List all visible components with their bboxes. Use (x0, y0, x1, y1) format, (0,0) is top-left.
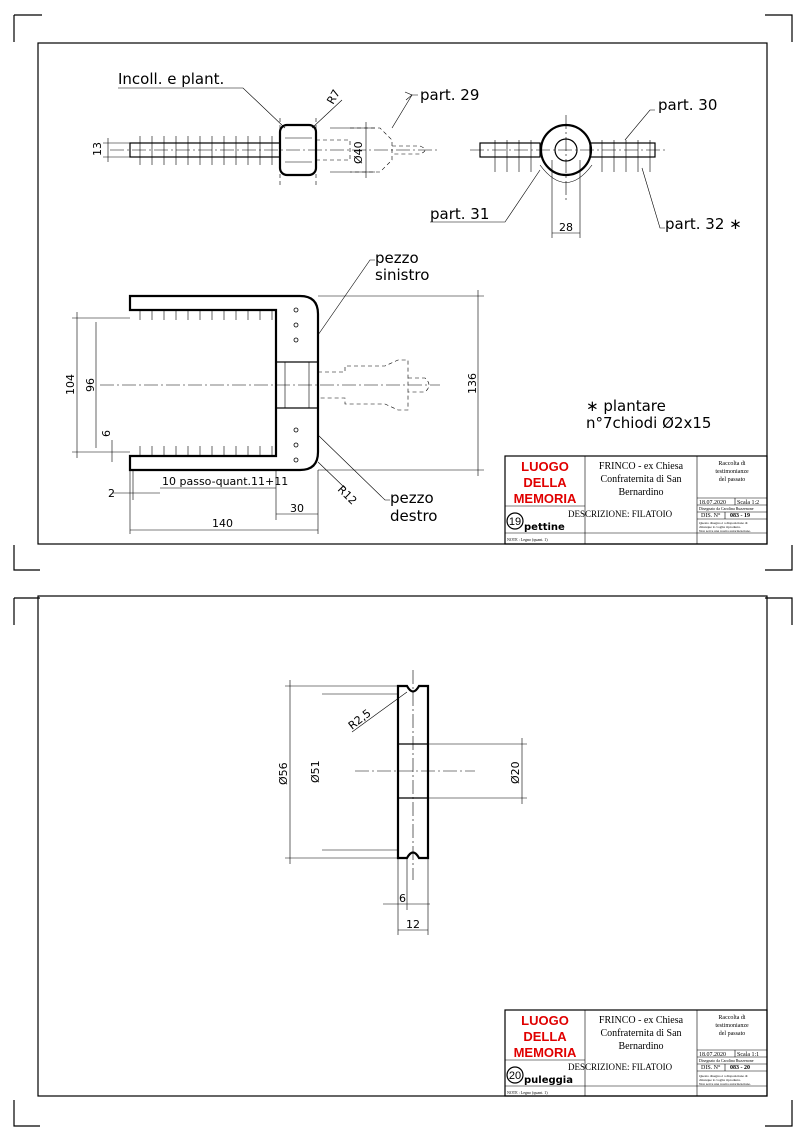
dim-20-text: Ø20 (509, 761, 522, 784)
dim-2-text: 2 (108, 487, 115, 500)
tb2-place-1: FRINCO - ex Chiesa (598, 1015, 684, 1026)
r7-leader (312, 100, 342, 128)
tb2-note-1: Questo disegno è a disposizione di (699, 1074, 748, 1078)
pulley-dims (285, 680, 527, 935)
tb1-place-3: Bernardino (618, 487, 664, 498)
tb1-scale: Scala 1:2 (737, 500, 760, 506)
part31-label: part. 31 (430, 205, 490, 223)
tb1-coll-3: del passato (718, 477, 746, 483)
tb2-logo-3: MEMORIA (513, 1045, 577, 1060)
r7-text: R7 (324, 87, 343, 107)
tb2-dis-value: 083 - 20 (730, 1065, 750, 1071)
tb1-logo-3: MEMORIA (513, 491, 577, 506)
dim-12-text: 12 (406, 918, 420, 931)
part29-leader (392, 95, 418, 128)
pezzo-sinistro-leader (318, 260, 375, 335)
part32-label: part. 32 ∗ (665, 215, 742, 233)
dim-96-text: 96 (84, 378, 97, 392)
tb2-scale: Scala 1:1 (737, 1052, 760, 1058)
tb2-part-name: puleggia (524, 1075, 573, 1086)
part30-leader (625, 110, 655, 140)
dim-56-text: Ø56 (277, 762, 290, 785)
tb2-logo-1: LUOGO (521, 1013, 569, 1028)
tb1-part-number: 19 (508, 516, 522, 528)
tb1-author: Disegnato da Carolina Ruzzenone (699, 506, 754, 511)
tb1-material: NOTE : Legno (quant. 1) (507, 537, 548, 542)
comb-side-view (110, 118, 440, 188)
tb1-dis-label: DIS. N° (701, 513, 721, 519)
tb1-date: 18.07.2020 (699, 500, 726, 506)
incoll-label: Incoll. e plant. (118, 70, 225, 88)
dim-r25-text: R2,5 (345, 706, 374, 733)
tb2-place-2: Confraternita di San (600, 1028, 682, 1039)
part32-leader (642, 168, 665, 228)
dim-136 (318, 290, 484, 476)
tb2-note-3: Non serve una nostra autorizzazione. (699, 1082, 751, 1086)
tb1-coll-2: testimonianze (715, 469, 749, 475)
crop-marks (14, 15, 792, 1126)
pulley-view (355, 670, 475, 880)
pezzo-destro-2: destro (390, 507, 438, 525)
tb1-note-3: Non serve una nostra autorizzazione. (699, 529, 751, 533)
r12-text: R12 (334, 482, 360, 508)
dim-28-text: 28 (559, 221, 573, 234)
pezzo-sinistro-2: sinistro (375, 266, 430, 284)
tb1-place-2: Confraternita di San (600, 474, 682, 485)
dim-6-text: 6 (100, 430, 113, 437)
tb1-part-name: pettine (524, 522, 565, 533)
part30-label: part. 30 (658, 96, 718, 114)
tb1-coll-1: Raccolta di (718, 461, 746, 467)
pezzo-destro-leader (318, 435, 390, 500)
pezzo-destro-1: pezzo (390, 489, 434, 507)
tb1-logo-1: LUOGO (521, 459, 569, 474)
dim-6b-text: 6 (399, 892, 406, 905)
dim-13-text: 13 (91, 142, 104, 156)
tb1-place-1: FRINCO - ex Chiesa (598, 461, 684, 472)
part29-label: part. 29 (420, 86, 480, 104)
dim-136-text: 136 (466, 373, 479, 394)
dim-140-text: 140 (212, 517, 233, 530)
tb1-description: DESCRIZIONE: FILATOIO (568, 509, 673, 519)
tb2-date: 18.07.2020 (699, 1052, 726, 1058)
spindle-top-view (470, 115, 665, 200)
tb1-logo-2: DELLA (523, 475, 567, 490)
incoll-leader (118, 88, 285, 128)
tb2-dis-label: DIS. N° (701, 1065, 721, 1071)
plantare-1: ∗ plantare (586, 397, 666, 415)
tb2-part-number: 20 (508, 1070, 522, 1082)
tb2-coll-1: Raccolta di (718, 1015, 746, 1021)
tb2-coll-2: testimonianze (715, 1023, 749, 1029)
comb-plan-view (100, 296, 440, 470)
dim-passo-text: 10 passo-quant.11+11 (162, 475, 289, 488)
dim-40-text: Ø40 (352, 141, 365, 164)
dim-2 (112, 470, 160, 500)
dim-51-text: Ø51 (309, 760, 322, 783)
tb1-note-1: Questo disegno è a disposizione di (699, 521, 748, 525)
tb1-dis-value: 083 - 19 (730, 513, 750, 519)
dim-30-text: 30 (290, 502, 304, 515)
tb2-author: Disegnato da Carolina Ruzzenone (699, 1058, 754, 1063)
pezzo-sinistro-1: pezzo (375, 249, 419, 267)
r12-leader (318, 462, 345, 488)
tb2-coll-3: del passato (718, 1031, 746, 1037)
tb2-place-3: Bernardino (618, 1041, 664, 1052)
plantare-2: n°7chiodi Ø2x15 (586, 414, 712, 432)
tb2-material: NOTE : Legno (quant. 1) (507, 1090, 548, 1095)
tb2-logo-2: DELLA (523, 1029, 567, 1044)
dim-104-text: 104 (64, 374, 77, 395)
tb1-note-2: chiunque lo voglia riprodurre. (699, 525, 741, 529)
tb2-description: DESCRIZIONE: FILATOIO (568, 1062, 673, 1072)
tb2-note-2: chiunque lo voglia riprodurre. (699, 1078, 741, 1082)
